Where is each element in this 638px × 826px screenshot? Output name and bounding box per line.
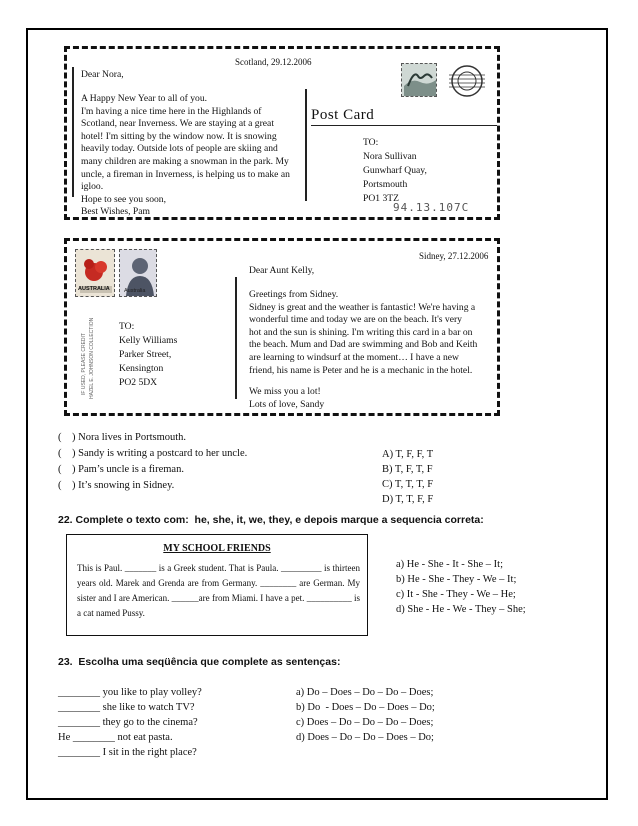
answer-option: c) Does – Do – Do – Do – Does; <box>296 717 434 728</box>
message-line: are learning to windsurf at the moment… I have a new <box>249 352 459 363</box>
message-line: uncle, a fireman in Inverness, is helping us to make an <box>81 168 290 180</box>
margin-line <box>72 67 74 197</box>
message-line: A Happy New Year to all of you. <box>81 93 208 104</box>
address-line: Kelly Williams <box>119 335 178 346</box>
address-line: PO2 5DX <box>119 377 158 388</box>
postcard-date: Sidney, 27.12.2006 <box>419 251 489 261</box>
address-line: PO1 3TZ <box>363 193 399 204</box>
postcard-greeting: Dear Nora, <box>81 69 124 80</box>
answer-option: d) Does – Do – Do – Does – Do; <box>296 732 434 743</box>
address-line: Kensington <box>119 363 164 374</box>
message-line: Best Wishes, Pam <box>81 206 150 218</box>
question-heading: 23. Escolha uma seqüência que complete as sentenças: <box>58 656 341 668</box>
true-false-statement: ( ) It’s snowing in Sidney. <box>58 480 175 491</box>
fill-in-sentence: ________ I sit in the right place? <box>58 747 197 758</box>
message-line: friend, his name is Peter and he is a mechanic in the hotel. <box>249 364 473 376</box>
message-line: Hope to see you soon, <box>81 193 166 205</box>
true-false-statement: ( ) Pam’s uncle is a fireman. <box>58 464 184 475</box>
address-line: Parker Street, <box>119 349 172 360</box>
message-line: I'm having a nice time here in the Highlands of <box>81 105 262 117</box>
postcard-sidney <box>64 238 500 416</box>
message-line: igloo. <box>81 181 104 193</box>
postcard-title: Post Card <box>311 107 375 123</box>
answer-option: A) T, F, F, T <box>382 449 434 460</box>
to-label: TO: <box>119 321 135 332</box>
answer-option: C) T, T, T, F <box>382 479 434 490</box>
stamp-portrait-image <box>119 249 157 297</box>
message-line: the beach. Mum and Dad are swimming and Bob and Keith <box>249 339 478 351</box>
answer-option: c) It - She - They - We – He; <box>396 589 516 600</box>
stamp-label: Australia <box>124 288 146 294</box>
fill-in-sentence: ________ they go to the cinema? <box>58 717 198 728</box>
answer-option: a) He - She - It - She – It; <box>396 559 504 570</box>
credit-text: IF USED, PLEASE CREDIT <box>81 333 87 395</box>
to-label: TO: <box>363 137 379 148</box>
fill-in-sentence: ________ she like to watch TV? <box>58 702 195 713</box>
answer-option: D) T, T, F, F <box>382 494 434 505</box>
message-line: hot and the sun is shining. I'm writing this card in a bar on <box>249 326 473 338</box>
fill-in-sentence: ________ you like to play volley? <box>58 687 202 698</box>
message-line: Sidney is great and the weather is fantastic! We're having a <box>249 301 476 313</box>
question-heading: 22. Complete o texto com: he, she, it, we, they, e depois marque a sequencia correta: <box>58 514 484 526</box>
stamp-flower-image <box>75 249 115 297</box>
answer-option: a) Do – Does – Do – Do – Does; <box>296 687 434 698</box>
credit-text: HAZEL E. JOHNSON COLLECTION <box>89 317 95 399</box>
postcard-scotland <box>64 46 500 220</box>
box-text: This is Paul. _______ is a Greek student. That is Paula. _________ is thirteen years old. Marek and Grenda are from Germany. ________ are German. My sister and I are American. ______are from Miami. I have a pet. __________ is a cat named Pussy. <box>77 563 360 618</box>
answer-option: B) T, F, T, F <box>382 464 433 475</box>
answer-option: b) He - She - They - We – It; <box>396 574 517 585</box>
address-line: Portsmouth <box>363 179 408 190</box>
fill-in-sentence: He ________ not eat pasta. <box>58 732 173 743</box>
address-line: Nora Sullivan <box>363 151 417 162</box>
divider-line <box>305 89 307 201</box>
closing-line: We miss you a lot! <box>249 386 321 397</box>
message-line: heavily today. Outside lots of people are skiing and <box>81 143 278 155</box>
message-line: many children are making a snowman in the park. My <box>81 156 289 167</box>
stamp-label: AUSTRALIA <box>78 286 110 292</box>
title-rule <box>311 125 497 126</box>
postcard-date: Scotland, 29.12.2006 <box>235 57 312 67</box>
message-line: hotel! I'm sitting by the window now. It is snowing <box>81 130 277 142</box>
true-false-statement: ( ) Nora lives in Portsmouth. <box>58 432 187 443</box>
text-box <box>66 534 368 636</box>
message-line: Greetings from Sidney. <box>249 289 339 300</box>
closing-line: Lots of love, Sandy <box>249 398 325 410</box>
divider-line <box>235 277 237 399</box>
message-line: wonderful time and today we are on the beach. It's very <box>249 314 462 326</box>
answer-option: d) She - He - We - They – She; <box>396 604 526 615</box>
box-title: MY SCHOOL FRIENDS <box>163 543 271 554</box>
message-line: Scotland, near Inverness. We are staying at a great <box>81 118 274 130</box>
postmark-icon <box>447 63 487 99</box>
address-line: Gunwharf Quay, <box>363 165 427 176</box>
stamp-image <box>401 63 437 97</box>
postcard-greeting: Dear Aunt Kelly, <box>249 265 315 276</box>
answer-option: b) Do - Does – Do – Does – Do; <box>296 702 435 713</box>
handwritten-note: 94.13.107C <box>393 201 470 214</box>
true-false-statement: ( ) Sandy is writing a postcard to her uncle. <box>58 448 248 459</box>
